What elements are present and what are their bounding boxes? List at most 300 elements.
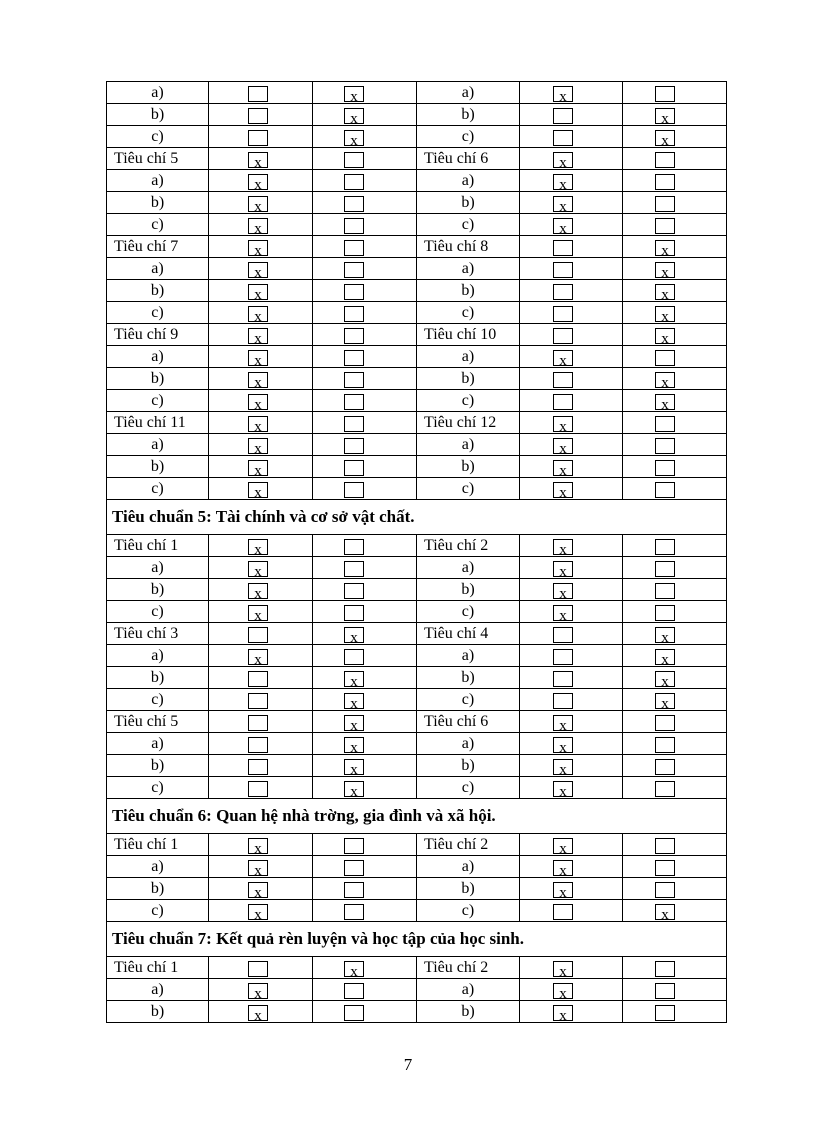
sub-item-label: b) xyxy=(107,368,209,390)
checkbox[interactable] xyxy=(248,693,268,709)
criteria-row xyxy=(107,302,727,324)
no-column-cell xyxy=(623,324,727,346)
no-column-cell xyxy=(313,579,417,601)
no-column-cell xyxy=(623,601,727,623)
checkbox[interactable]: x xyxy=(553,860,573,876)
checkbox[interactable] xyxy=(655,781,675,797)
no-column-cell xyxy=(313,957,417,979)
yes-column-cell xyxy=(520,170,623,192)
criteria-row xyxy=(107,324,727,346)
checkbox[interactable]: x xyxy=(248,583,268,599)
checkbox[interactable] xyxy=(553,108,573,124)
criteria-row xyxy=(107,755,727,777)
criteria-row xyxy=(107,478,727,500)
sub-item-label: a) xyxy=(417,346,520,368)
checkbox[interactable] xyxy=(655,983,675,999)
checkbox[interactable]: x xyxy=(553,561,573,577)
yes-column-cell xyxy=(209,214,313,236)
no-column-cell xyxy=(623,834,727,856)
yes-column-cell xyxy=(520,689,623,711)
sub-item-label: a) xyxy=(417,434,520,456)
criteria-row xyxy=(107,957,727,979)
checkbox[interactable] xyxy=(553,284,573,300)
sub-item-label: a) xyxy=(417,170,520,192)
checkbox[interactable] xyxy=(344,196,364,212)
checkbox[interactable]: x xyxy=(553,86,573,102)
no-column-cell xyxy=(313,456,417,478)
checkbox[interactable] xyxy=(553,693,573,709)
checkbox[interactable]: x xyxy=(553,438,573,454)
checkbox[interactable]: x xyxy=(248,649,268,665)
checkbox[interactable] xyxy=(344,983,364,999)
yes-column-cell xyxy=(520,755,623,777)
no-column-cell xyxy=(623,979,727,1001)
no-column-cell xyxy=(313,368,417,390)
sub-item-label: b) xyxy=(417,667,520,689)
checkbox[interactable] xyxy=(344,394,364,410)
yes-column-cell xyxy=(520,667,623,689)
yes-column-cell xyxy=(209,535,313,557)
no-column-cell xyxy=(623,412,727,434)
yes-column-cell xyxy=(520,214,623,236)
checkbox[interactable] xyxy=(655,218,675,234)
sub-item-label: b) xyxy=(417,1001,520,1023)
checkbox[interactable] xyxy=(248,130,268,146)
checkbox[interactable] xyxy=(553,240,573,256)
checkbox[interactable] xyxy=(655,1005,675,1021)
checkbox[interactable]: x xyxy=(553,605,573,621)
yes-column-cell xyxy=(209,258,313,280)
no-column-cell xyxy=(313,878,417,900)
checkbox[interactable]: x xyxy=(553,882,573,898)
checkbox[interactable] xyxy=(344,1005,364,1021)
checkbox[interactable]: x xyxy=(344,693,364,709)
yes-column-cell xyxy=(520,192,623,214)
checkbox[interactable]: x xyxy=(248,904,268,920)
checkbox[interactable] xyxy=(553,904,573,920)
sub-item-label: b) xyxy=(107,755,209,777)
checkbox[interactable] xyxy=(344,561,364,577)
yes-column-cell xyxy=(209,1001,313,1023)
criterion-label: Tiêu chí 9 xyxy=(107,324,209,346)
criteria-table-body xyxy=(107,82,727,1023)
checkbox[interactable]: x xyxy=(248,482,268,498)
yes-column-cell xyxy=(209,478,313,500)
standard-header: Tiêu chuẩn 7: Kết quả rèn luyện và học tập của học sinh. xyxy=(107,922,727,957)
checkbox[interactable] xyxy=(344,262,364,278)
checkbox[interactable] xyxy=(248,715,268,731)
checkbox[interactable] xyxy=(655,860,675,876)
no-column-cell xyxy=(313,258,417,280)
yes-column-cell xyxy=(520,623,623,645)
yes-column-cell xyxy=(209,148,313,170)
criterion-label: Tiêu chí 12 xyxy=(417,412,520,434)
yes-column-cell xyxy=(209,557,313,579)
sub-item-label: b) xyxy=(107,104,209,126)
checkbox[interactable] xyxy=(248,671,268,687)
checkbox[interactable]: x xyxy=(655,306,675,322)
criteria-row xyxy=(107,434,727,456)
no-column-cell xyxy=(313,535,417,557)
checkbox[interactable]: x xyxy=(655,328,675,344)
no-column-cell xyxy=(623,434,727,456)
no-column-cell xyxy=(313,834,417,856)
no-column-cell xyxy=(313,82,417,104)
checkbox[interactable] xyxy=(248,108,268,124)
yes-column-cell xyxy=(209,324,313,346)
checkbox[interactable] xyxy=(655,539,675,555)
standard-header: Tiêu chuẩn 6: Quan hệ nhà trờng, gia đình và xã hội. xyxy=(107,799,727,834)
no-column-cell xyxy=(313,733,417,755)
checkbox[interactable]: x xyxy=(248,838,268,854)
checkbox[interactable]: x xyxy=(344,627,364,643)
checkbox[interactable]: x xyxy=(553,218,573,234)
yes-column-cell xyxy=(209,236,313,258)
yes-column-cell xyxy=(209,390,313,412)
no-column-cell xyxy=(313,346,417,368)
no-column-cell xyxy=(313,148,417,170)
yes-column-cell xyxy=(520,456,623,478)
checkbox[interactable] xyxy=(655,838,675,854)
yes-column-cell xyxy=(520,900,623,922)
checkbox[interactable] xyxy=(344,482,364,498)
checkbox[interactable] xyxy=(344,438,364,454)
checkbox[interactable] xyxy=(344,174,364,190)
checkbox[interactable]: x xyxy=(248,605,268,621)
sub-item-label: c) xyxy=(417,777,520,799)
checkbox[interactable]: x xyxy=(344,961,364,977)
checkbox[interactable]: x xyxy=(248,983,268,999)
checkbox[interactable]: x xyxy=(655,108,675,124)
checkbox[interactable]: x xyxy=(553,460,573,476)
checkbox[interactable] xyxy=(655,350,675,366)
no-column-cell xyxy=(313,126,417,148)
yes-column-cell xyxy=(209,834,313,856)
criteria-row xyxy=(107,214,727,236)
checkbox[interactable]: x xyxy=(248,174,268,190)
no-column-cell xyxy=(623,878,727,900)
criteria-row xyxy=(107,236,727,258)
checkbox[interactable]: x xyxy=(248,438,268,454)
sub-item-label: c) xyxy=(107,390,209,412)
yes-column-cell xyxy=(209,126,313,148)
sub-item-label: b) xyxy=(107,192,209,214)
checkbox[interactable] xyxy=(655,438,675,454)
checkbox[interactable] xyxy=(553,627,573,643)
yes-column-cell xyxy=(209,412,313,434)
sub-item-label: a) xyxy=(417,82,520,104)
checkbox[interactable] xyxy=(655,86,675,102)
criteria-row xyxy=(107,601,727,623)
checkbox[interactable]: x xyxy=(248,196,268,212)
checkbox[interactable]: x xyxy=(553,838,573,854)
criterion-label: Tiêu chí 1 xyxy=(107,535,209,557)
checkbox[interactable] xyxy=(553,671,573,687)
yes-column-cell xyxy=(520,711,623,733)
checkbox[interactable]: x xyxy=(655,904,675,920)
checkbox[interactable] xyxy=(344,152,364,168)
checkbox[interactable]: x xyxy=(248,416,268,432)
checkbox[interactable] xyxy=(655,715,675,731)
checkbox[interactable]: x xyxy=(248,306,268,322)
yes-column-cell xyxy=(520,979,623,1001)
criteria-row xyxy=(107,777,727,799)
no-column-cell xyxy=(623,236,727,258)
checkbox[interactable] xyxy=(344,284,364,300)
checkbox[interactable]: x xyxy=(344,108,364,124)
checkbox[interactable]: x xyxy=(344,86,364,102)
sub-item-label: c) xyxy=(417,302,520,324)
yes-column-cell xyxy=(209,170,313,192)
sub-item-label: c) xyxy=(107,689,209,711)
checkbox[interactable]: x xyxy=(553,196,573,212)
no-column-cell xyxy=(623,302,727,324)
no-column-cell xyxy=(313,711,417,733)
sub-item-label: c) xyxy=(417,689,520,711)
checkbox[interactable] xyxy=(553,130,573,146)
checkbox[interactable] xyxy=(248,961,268,977)
checkbox[interactable]: x xyxy=(344,671,364,687)
sub-item-label: b) xyxy=(107,280,209,302)
checkbox[interactable] xyxy=(344,218,364,234)
sub-item-label: a) xyxy=(417,258,520,280)
sub-item-label: b) xyxy=(417,192,520,214)
checkbox[interactable]: x xyxy=(248,1005,268,1021)
checkbox[interactable]: x xyxy=(553,174,573,190)
checkbox[interactable]: x xyxy=(553,737,573,753)
checkbox[interactable] xyxy=(655,196,675,212)
checkbox[interactable] xyxy=(344,583,364,599)
no-column-cell xyxy=(313,900,417,922)
checkbox[interactable]: x xyxy=(553,961,573,977)
no-column-cell xyxy=(313,645,417,667)
evaluation-sheet xyxy=(106,81,726,1023)
checkbox[interactable]: x xyxy=(553,583,573,599)
criteria-row xyxy=(107,733,727,755)
checkbox[interactable] xyxy=(553,262,573,278)
checkbox[interactable] xyxy=(344,539,364,555)
yes-column-cell xyxy=(209,689,313,711)
checkbox[interactable] xyxy=(553,394,573,410)
checkbox[interactable]: x xyxy=(248,539,268,555)
checkbox[interactable] xyxy=(655,882,675,898)
checkbox[interactable]: x xyxy=(553,350,573,366)
checkbox[interactable] xyxy=(344,306,364,322)
checkbox[interactable]: x xyxy=(553,152,573,168)
sub-item-label: c) xyxy=(417,478,520,500)
checkbox[interactable] xyxy=(655,174,675,190)
checkbox[interactable] xyxy=(344,350,364,366)
checkbox[interactable] xyxy=(344,904,364,920)
sub-item-label: a) xyxy=(107,979,209,1001)
no-column-cell xyxy=(623,104,727,126)
checkbox[interactable] xyxy=(248,627,268,643)
checkbox[interactable] xyxy=(553,328,573,344)
sub-item-label: c) xyxy=(107,478,209,500)
criterion-label: Tiêu chí 5 xyxy=(107,148,209,170)
checkbox[interactable] xyxy=(344,882,364,898)
no-column-cell xyxy=(623,777,727,799)
no-column-cell xyxy=(313,280,417,302)
checkbox[interactable] xyxy=(344,860,364,876)
no-column-cell xyxy=(623,148,727,170)
checkbox[interactable] xyxy=(655,737,675,753)
criterion-label: Tiêu chí 2 xyxy=(417,834,520,856)
checkbox[interactable]: x xyxy=(248,860,268,876)
checkbox[interactable]: x xyxy=(248,882,268,898)
checkbox[interactable]: x xyxy=(248,561,268,577)
checkbox[interactable] xyxy=(248,759,268,775)
checkbox[interactable] xyxy=(344,605,364,621)
criterion-label: Tiêu chí 3 xyxy=(107,623,209,645)
no-column-cell xyxy=(313,104,417,126)
checkbox[interactable]: x xyxy=(553,482,573,498)
no-column-cell xyxy=(313,170,417,192)
checkbox[interactable]: x xyxy=(248,284,268,300)
checkbox[interactable]: x xyxy=(655,693,675,709)
checkbox[interactable] xyxy=(248,781,268,797)
criterion-label: Tiêu chí 4 xyxy=(417,623,520,645)
criteria-row xyxy=(107,645,727,667)
no-column-cell xyxy=(313,557,417,579)
checkbox[interactable]: x xyxy=(553,416,573,432)
criterion-label: Tiêu chí 10 xyxy=(417,324,520,346)
checkbox[interactable]: x xyxy=(248,262,268,278)
checkbox[interactable]: x xyxy=(655,627,675,643)
checkbox[interactable]: x xyxy=(655,372,675,388)
checkbox[interactable] xyxy=(248,86,268,102)
no-column-cell xyxy=(313,979,417,1001)
checkbox[interactable]: x xyxy=(655,130,675,146)
sub-item-label: c) xyxy=(107,126,209,148)
no-column-cell xyxy=(313,623,417,645)
yes-column-cell xyxy=(520,535,623,557)
checkbox[interactable]: x xyxy=(248,218,268,234)
checkbox[interactable] xyxy=(655,416,675,432)
checkbox[interactable] xyxy=(655,605,675,621)
checkbox[interactable]: x xyxy=(344,781,364,797)
checkbox[interactable]: x xyxy=(553,759,573,775)
checkbox[interactable]: x xyxy=(248,372,268,388)
checkbox[interactable]: x xyxy=(655,671,675,687)
sub-item-label: c) xyxy=(107,900,209,922)
sub-item-label: c) xyxy=(417,126,520,148)
checkbox[interactable]: x xyxy=(553,781,573,797)
checkbox[interactable]: x xyxy=(553,983,573,999)
criterion-label: Tiêu chí 1 xyxy=(107,957,209,979)
no-column-cell xyxy=(623,258,727,280)
checkbox[interactable]: x xyxy=(344,759,364,775)
sub-item-label: b) xyxy=(107,1001,209,1023)
checkbox[interactable]: x xyxy=(553,1005,573,1021)
yes-column-cell xyxy=(520,412,623,434)
checkbox[interactable] xyxy=(655,759,675,775)
checkbox[interactable] xyxy=(553,372,573,388)
checkbox[interactable]: x xyxy=(248,152,268,168)
checkbox[interactable]: x xyxy=(248,328,268,344)
checkbox[interactable] xyxy=(344,372,364,388)
yes-column-cell xyxy=(520,280,623,302)
checkbox[interactable] xyxy=(655,961,675,977)
no-column-cell xyxy=(623,579,727,601)
yes-column-cell xyxy=(520,368,623,390)
no-column-cell xyxy=(623,733,727,755)
yes-column-cell xyxy=(520,557,623,579)
yes-column-cell xyxy=(209,900,313,922)
no-column-cell xyxy=(313,214,417,236)
checkbox[interactable] xyxy=(344,416,364,432)
no-column-cell xyxy=(623,346,727,368)
checkbox[interactable]: x xyxy=(344,715,364,731)
yes-column-cell xyxy=(520,126,623,148)
yes-column-cell xyxy=(209,878,313,900)
checkbox[interactable] xyxy=(344,240,364,256)
checkbox[interactable]: x xyxy=(248,460,268,476)
checkbox[interactable]: x xyxy=(553,715,573,731)
checkbox[interactable]: x xyxy=(344,130,364,146)
checkbox[interactable] xyxy=(344,838,364,854)
no-column-cell xyxy=(313,412,417,434)
yes-column-cell xyxy=(520,777,623,799)
sub-item-label: b) xyxy=(417,456,520,478)
checkbox[interactable]: x xyxy=(655,262,675,278)
criteria-row xyxy=(107,667,727,689)
no-column-cell xyxy=(623,957,727,979)
checkbox[interactable]: x xyxy=(248,350,268,366)
sub-item-label: a) xyxy=(417,645,520,667)
checkbox[interactable] xyxy=(248,737,268,753)
no-column-cell xyxy=(623,368,727,390)
sub-item-label: c) xyxy=(107,601,209,623)
checkbox[interactable]: x xyxy=(248,240,268,256)
no-column-cell xyxy=(623,856,727,878)
checkbox[interactable]: x xyxy=(248,394,268,410)
checkbox[interactable] xyxy=(344,649,364,665)
checkbox[interactable] xyxy=(655,561,675,577)
yes-column-cell xyxy=(520,601,623,623)
yes-column-cell xyxy=(520,478,623,500)
no-column-cell xyxy=(623,192,727,214)
checkbox[interactable] xyxy=(344,328,364,344)
checkbox[interactable]: x xyxy=(553,539,573,555)
checkbox[interactable] xyxy=(655,583,675,599)
yes-column-cell xyxy=(520,579,623,601)
checkbox[interactable] xyxy=(553,649,573,665)
no-column-cell xyxy=(313,478,417,500)
checkbox[interactable] xyxy=(553,306,573,322)
no-column-cell xyxy=(623,645,727,667)
checkbox[interactable]: x xyxy=(655,649,675,665)
checkbox[interactable]: x xyxy=(655,284,675,300)
checkbox[interactable] xyxy=(655,152,675,168)
no-column-cell xyxy=(623,689,727,711)
no-column-cell xyxy=(313,324,417,346)
checkbox[interactable]: x xyxy=(344,737,364,753)
sub-item-label: a) xyxy=(107,733,209,755)
yes-column-cell xyxy=(209,979,313,1001)
checkbox[interactable] xyxy=(344,460,364,476)
yes-column-cell xyxy=(209,104,313,126)
checkbox[interactable] xyxy=(655,460,675,476)
checkbox[interactable]: x xyxy=(655,240,675,256)
yes-column-cell xyxy=(520,104,623,126)
checkbox[interactable]: x xyxy=(655,394,675,410)
sub-item-label: a) xyxy=(107,258,209,280)
sub-item-label: a) xyxy=(107,82,209,104)
criteria-row xyxy=(107,689,727,711)
criteria-row xyxy=(107,390,727,412)
checkbox[interactable] xyxy=(655,482,675,498)
